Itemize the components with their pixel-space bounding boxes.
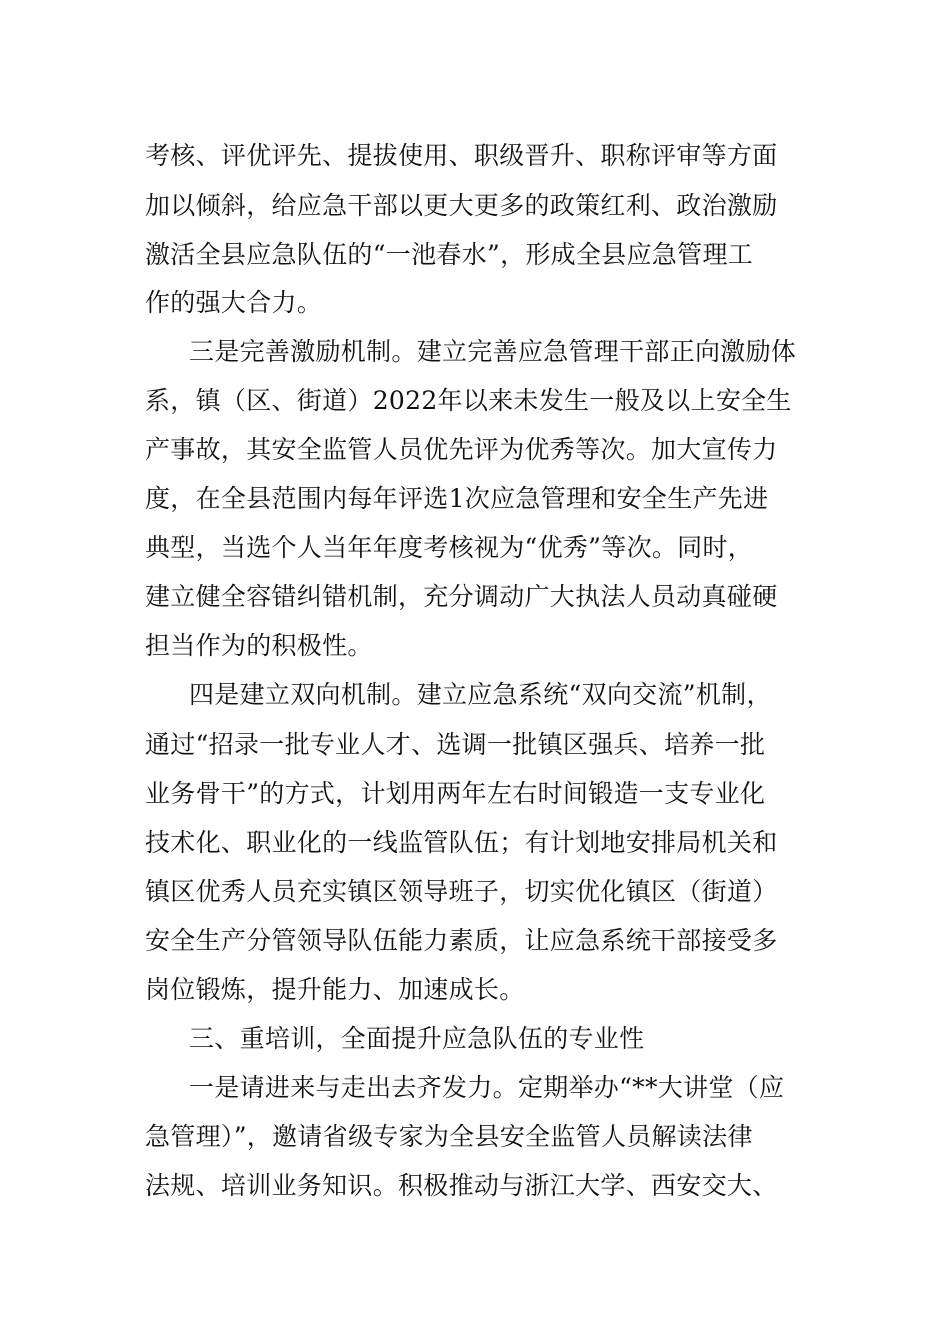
paragraph-heading-line: 四是建立双向机制。建立应急系统“双向交流”机制， [189, 680, 772, 709]
text-line: 建立健全容错纠错机制，充分调动广大执法人员动真碰硬 [145, 582, 778, 611]
text-line: 技术化、职业化的一线监管队伍；有计划地安排局机关和 [145, 828, 778, 857]
text-line: 业务骨干”的方式，计划用两年左右时间锻造一支专业化 [145, 779, 766, 808]
text-line: 安全生产分管领导队伍能力素质，让应急系统干部接受多 [145, 926, 778, 955]
text-line: 通过“招录一批专业人才、选调一批镇区强兵、培养一批 [145, 730, 766, 759]
text-line: 镇区优秀人员充实镇区领导班子，切实优化镇区（街道） [145, 877, 778, 906]
paragraph-heading-line: 一是请进来与走出去齐发力。定期举办“**大讲堂（应 [189, 1073, 785, 1102]
text-line: 产事故，其安全监管人员优先评为优秀等次。加大宣传力 [145, 435, 778, 464]
text-line: 担当作为的积极性。 [145, 631, 373, 660]
text-line: 作的强大合力。 [145, 288, 323, 317]
text-line: 典型，当选个人当年年度考核视为“优秀”等次。同时， [145, 533, 754, 562]
text-line: 激活全县应急队伍的“一池春水”，形成全县应急管理工 [145, 240, 754, 269]
text-line: 度，在全县范围内每年评选1次应急管理和安全生产先进 [145, 484, 769, 513]
text-line: 急管理）”，邀请省级专家为全县安全监管人员解读法律 [145, 1122, 753, 1151]
text-line: 考核、评优评先、提拔使用、职级晋升、职称评审等方面 [145, 141, 778, 170]
text-line: 系，镇（区、街道）2022年以来未发生一般及以上安全生 [145, 386, 792, 415]
text-line: 法规、培训业务知识。积极推动与浙江大学、西安交大、 [145, 1171, 778, 1200]
section-heading: 三、重培训，全面提升应急队伍的专业性 [189, 1024, 645, 1053]
paragraph-heading-line: 三是完善激励机制。建立完善应急管理干部正向激励体 [189, 337, 797, 366]
text-line: 岗位锻炼，提升能力、加速成长。 [145, 975, 525, 1004]
text-line: 加以倾斜，给应急干部以更大更多的政策红利、政治激励 [145, 191, 778, 220]
